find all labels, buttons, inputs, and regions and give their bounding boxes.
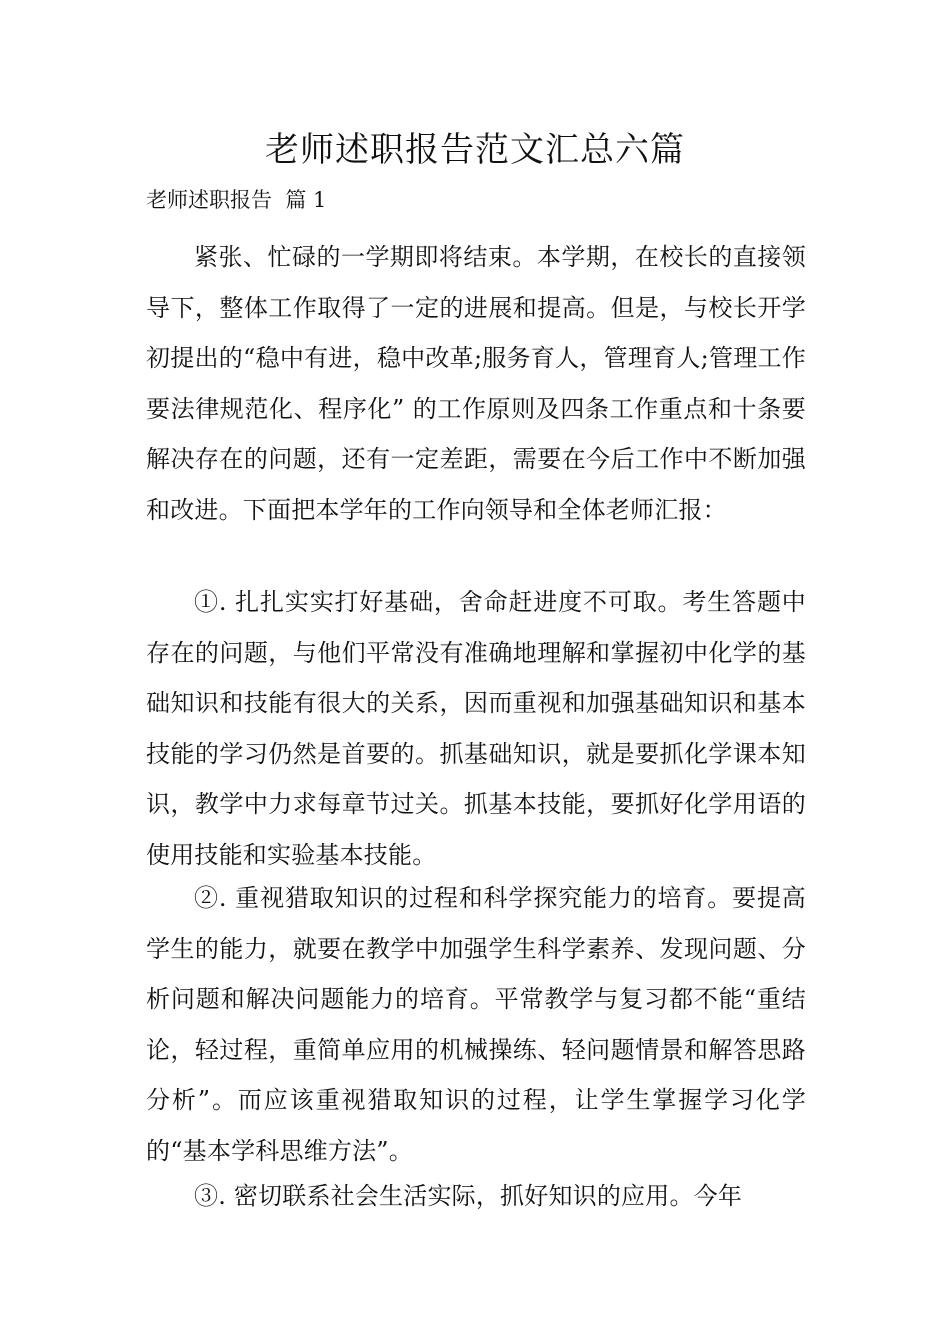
section-heading: 老师述职报告 篇 1: [146, 188, 327, 212]
paragraph-intro: 紧张、忙碌的一学期即将结束。本学期，在校长的直接领导下，整体工作取得了一定的进展和提高。但是，与校长开学初提出的“稳中有进，稳中改革;服务育人，管理育人;管理工作要法律规范化、程序化” 的工作原则及四条工作重点和十条要解决存在的问题，还有一定差距，需要在今后工作中不断加强和改进。下面把本学年的工作向领导和全体老师汇报：: [146, 243, 806, 524]
paragraph-point-1: ①. 扎扎实实打好基础，舍命赶进度不可取。考生答题中存在的问题，与他们平常没有准确地理解和掌握初中化学的基础知识和技能有很大的关系，因而重视和加强基础知识和基本技能的学习仍然是首要的。抓基础知识，就是要抓化学课本知识，教学中力求每章节过关。抓基本技能，要抓好化学用语的使用技能和实验基本技能。: [146, 588, 806, 869]
paragraph-point-3: ③. 密切联系社会生活实际，抓好知识的应用。今年: [194, 1182, 743, 1210]
paragraph-point-2: ②. 重视猎取知识的过程和科学探究能力的培育。要提高学生的能力，就要在教学中加强学生科学素养、发现问题、分析问题和解决问题能力的培育。平常教学与复习都不能“重结论，轻过程，重简单应用的机械操练、轻问题情景和解答思路分析”。而应该重视猎取知识的过程，让学生掌握学习化学的“基本学科思维方法”。: [146, 884, 806, 1165]
document-title: 老师述职报告范文汇总六篇: [265, 130, 685, 170]
